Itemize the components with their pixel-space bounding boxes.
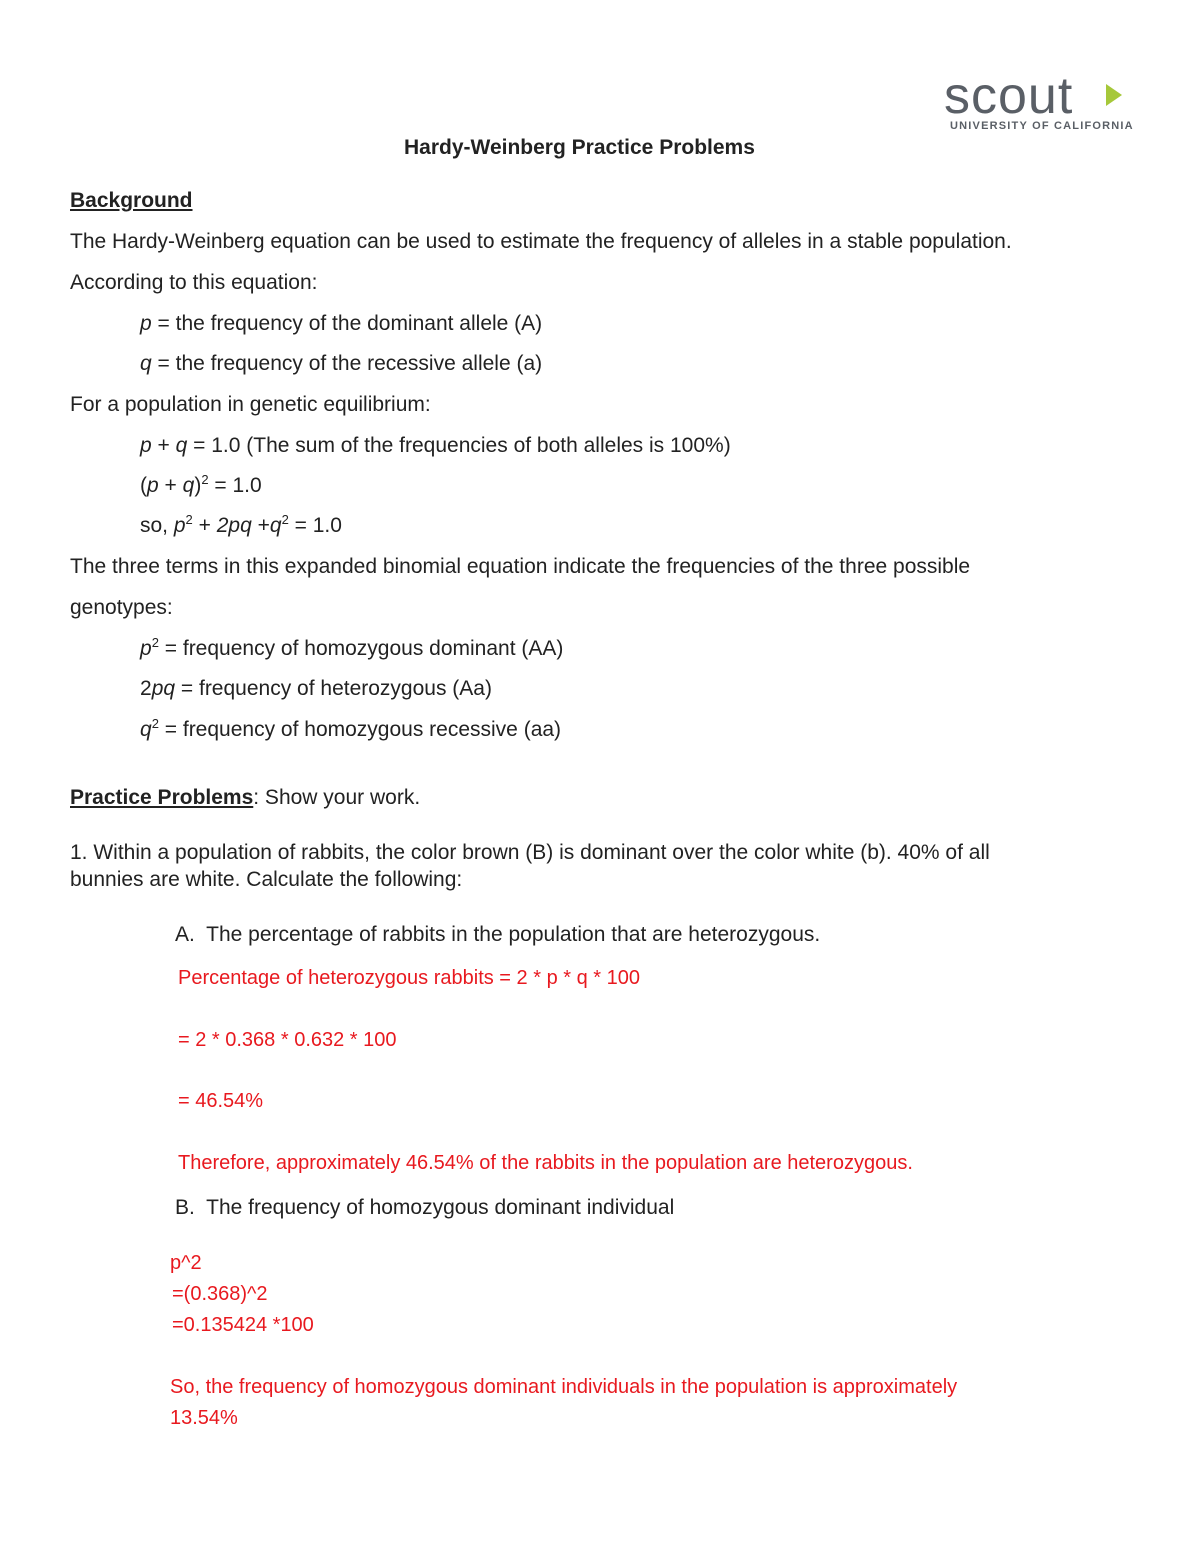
g1-text: = frequency of homozygous dominant (AA)	[158, 637, 564, 660]
eq2-p: p	[147, 474, 159, 497]
eq2-close: )	[194, 474, 202, 497]
part-b-label: B.	[175, 1196, 195, 1219]
page-title: Hardy-Weinberg Practice Problems	[404, 136, 755, 159]
part-a-text: The percentage of rabbits in the population that are heterozygous.	[206, 923, 821, 946]
answer-b-line-3: =0.135424 *100	[172, 1314, 314, 1336]
eq1-text: = 1.0 (The sum of the frequencies of both alleles is 100%)	[187, 434, 731, 457]
genotype-aa-recessive	[140, 718, 561, 742]
eq3-mid: +	[192, 514, 217, 537]
g1-exp: 2	[151, 635, 159, 650]
eq2-open: (	[140, 474, 147, 497]
equation-2	[140, 474, 262, 498]
logo-wordmark: scout	[944, 67, 1074, 125]
eq3-exp2: 2	[281, 512, 289, 527]
answer-a-conclusion: Therefore, approximately 46.54% of the rabbits in the population are heterozygous.	[178, 1152, 913, 1174]
problem-1-line-2: bunnies are white. Calculate the following:	[70, 868, 463, 891]
eq1-p: p	[140, 434, 152, 457]
g2-pre: 2	[140, 677, 152, 700]
eq3-q: q	[269, 514, 282, 537]
var-q: q	[140, 352, 152, 375]
practice-heading-suffix: : Show your work.	[253, 786, 421, 809]
genotype-line-2: genotypes:	[70, 596, 173, 619]
genotype-aa-dominant	[140, 637, 563, 661]
genotype-aa-hetero	[140, 677, 492, 701]
eq1-q: q	[175, 434, 188, 457]
g3-var: q	[140, 718, 152, 741]
eq3-plus: +	[251, 514, 270, 537]
part-a-label: A.	[175, 923, 195, 946]
equation-1	[140, 434, 731, 458]
genotype-line-1: The three terms in this expanded binomial equation indicate the frequencies of the three possible	[70, 555, 971, 578]
answer-b-line-1: p^2	[170, 1252, 202, 1274]
definition-p	[140, 312, 542, 336]
eq3-p: p	[173, 514, 186, 537]
eq3-2pq: 2pq	[216, 514, 252, 537]
intro-line-2: According to this equation:	[70, 271, 318, 294]
play-triangle-icon	[1106, 84, 1122, 106]
definition-p-text: = the frequency of the dominant allele (A)	[151, 312, 543, 335]
practice-heading: Practice Problems	[70, 786, 254, 809]
equation-3	[140, 514, 342, 538]
background-heading: Background	[70, 189, 193, 212]
answer-a-line-2: = 2 * 0.368 * 0.632 * 100	[178, 1029, 397, 1051]
g2-text: = frequency of heterozygous (Aa)	[175, 677, 492, 700]
intro-line-1: The Hardy-Weinberg equation can be used to estimate the frequency of alleles in a stable population.	[70, 230, 1012, 253]
definition-q-text: = the frequency of the recessive allele (a)	[151, 352, 543, 375]
definition-q	[140, 352, 542, 376]
answer-b-conclusion-line-2: 13.54%	[170, 1407, 238, 1429]
part-b-question	[175, 1196, 674, 1220]
answer-a-line-1: Percentage of heterozygous rabbits = 2 * p * q * 100	[178, 967, 640, 989]
logo-subtitle: UNIVERSITY OF CALIFORNIA	[950, 120, 1134, 132]
var-p: p	[140, 312, 152, 335]
eq3-so: so,	[140, 514, 174, 537]
problem-1-line-1: 1. Within a population of rabbits, the color brown (B) is dominant over the color white (b). 40% of all	[70, 841, 990, 864]
g2-var: pq	[151, 677, 176, 700]
eq2-plus: +	[158, 474, 183, 497]
practice-heading-line	[70, 786, 420, 810]
part-b-text: The frequency of homozygous dominant individual	[206, 1196, 675, 1219]
eq2-q: q	[182, 474, 195, 497]
g1-var: p	[140, 637, 152, 660]
part-a-question	[175, 923, 820, 947]
eq3-exp1: 2	[185, 512, 193, 527]
g3-text: = frequency of homozygous recessive (aa)	[158, 718, 562, 741]
answer-b-line-2: =(0.368)^2	[172, 1283, 268, 1305]
eq2-exp: 2	[201, 472, 209, 487]
eq2-text: = 1.0	[208, 474, 262, 497]
g3-exp: 2	[151, 716, 159, 731]
eq1-plus: +	[151, 434, 176, 457]
answer-b-conclusion-line-1: So, the frequency of homozygous dominant individuals in the population is approximately	[170, 1376, 958, 1398]
eq3-text: = 1.0	[288, 514, 342, 537]
equilibrium-intro: For a population in genetic equilibrium:	[70, 393, 431, 416]
scout-logo	[944, 67, 1134, 134]
answer-a-line-3: = 46.54%	[178, 1090, 264, 1112]
